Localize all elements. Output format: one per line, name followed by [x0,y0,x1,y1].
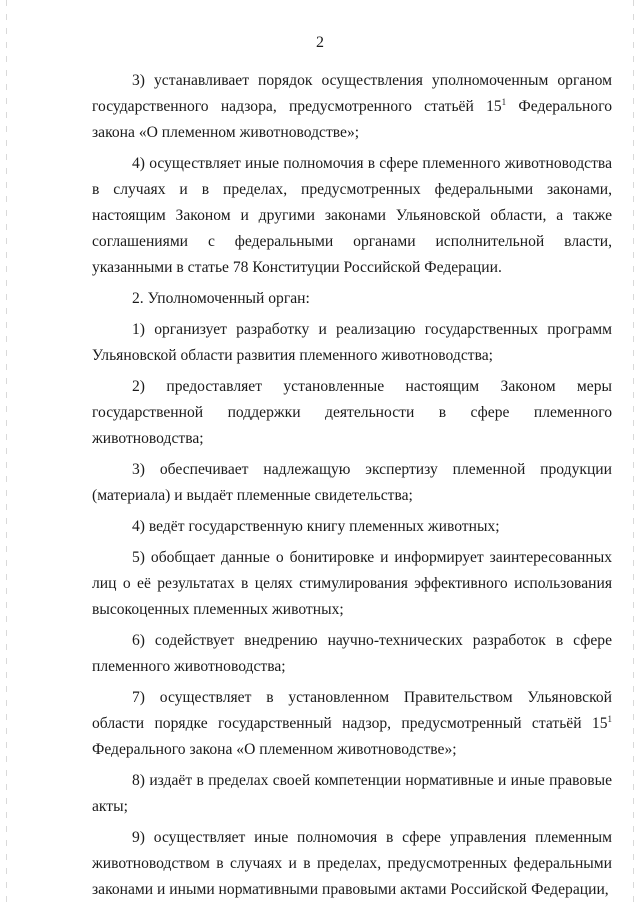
paragraph-11: 8) издаёт в пределах своей компетенции нормативные и иные правовые акты; [92,772,612,815]
paragraph-9: 6) содействует внедрению научно-технических разработок в сфере племенного животноводства; [92,632,612,675]
paragraph-3: 2. Уполномоченный орган: [132,290,310,307]
paragraph-5: 2) предоставляет установленные настоящим Законом меры государственной поддержки деятельности в сфере племенного животноводства; [92,378,612,447]
paragraph-8: 5) обобщает данные о бонитировке и информирует заинтересованных лиц о её результатах в целях стимулирования эффективного использования высокоценных племенных животных; [92,549,612,618]
superscript: 1 [501,97,507,107]
paragraph-2: 4) осуществляет иные полномочия в сфере племенного животноводства в случаях и в пределах, предусмотренных федеральными законами, настоящим Законом и другими законами Ульяновской области, а также соглашениями с федеральными органами исполнительной власти, указанными в статье 78 Конституции Российской Федерации. [92,155,612,276]
paragraph-10: 7) осуществляет в установленном Правительством Ульяновской области порядке государственный надзор, предусмотренный статьёй $15^1$ Федерального закона «О племенном животноводстве»; [92,689,612,758]
superscript: 1 [607,714,612,724]
paragraph-12: 9) осуществляет иные полномочия в сфере управления племенным животноводством в случаях и в пределах, предусмотренных федеральными законами и иными нормативными правовыми актами Российской Федерации, [92,829,612,898]
page-number: 2 [316,34,324,51]
paragraph-6: 3) обеспечивает надлежащую экспертизу племенной продукции (материала) и выдаёт племенные свидетельства; [92,461,612,504]
paragraph-4: 1) организует разработку и реализацию государственных программ Ульяновской области развития племенного животноводства; [92,321,612,364]
left-scan-edge [6,0,7,905]
right-scan-edge [633,0,634,905]
paragraph-1: 3) устанавливает порядок осуществления уполномоченным органом государственного надзора, предусмотренного статьёй $15^1$ Федерального закона «О племенном животноводстве»; [92,72,613,141]
document-body [92,68,612,903]
paragraph-7: 4) ведёт государственную книгу племенных животных; [132,518,500,535]
